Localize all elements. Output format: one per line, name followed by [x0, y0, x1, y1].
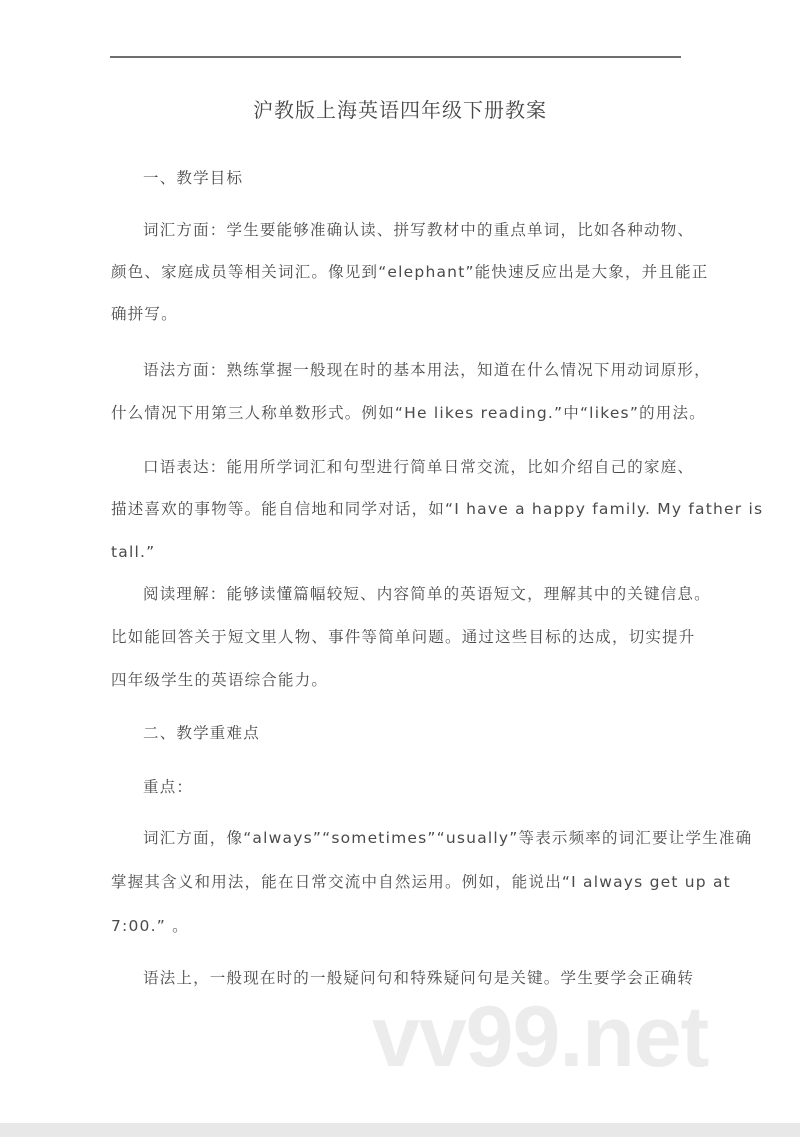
section-heading: 一、教学目标 — [143, 169, 244, 187]
paragraph-line: 什么情况下用第三人称单数形式。例如“He likes reading.”中“likes”的用法。 — [111, 404, 706, 422]
paragraph-line: 描述喜欢的事物等。能自信地和同学对话，如“I have a happy family. My father is — [111, 500, 764, 518]
paragraph-line: 词汇方面，像“always”“sometimes”“usually”等表示频率的词汇要让学生准确 — [143, 829, 753, 847]
section-heading: 二、教学重难点 — [143, 724, 260, 742]
paragraph-line: 阅读理解：能够读懂篇幅较短、内容简单的英语短文，理解其中的关键信息。 — [143, 585, 711, 603]
paragraph-line: 比如能回答关于短文里人物、事件等简单问题。通过这些目标的达成，切实提升 — [111, 628, 696, 646]
paragraph-line: 掌握其含义和用法，能在日常交流中自然运用。例如，能说出“I always get up at — [111, 873, 731, 891]
paragraph-line: 确拼写。 — [111, 305, 178, 323]
paragraph-line: 7:00.” 。 — [111, 917, 189, 935]
paragraph-line: 语法上，一般现在时的一般疑问句和特殊疑问句是关键。学生要学会正确转 — [143, 969, 695, 987]
document-title: 沪教版上海英语四年级下册教案 — [253, 98, 547, 122]
paragraph-line: 词汇方面：学生要能够准确认读、拼写教材中的重点单词，比如各种动物、 — [143, 221, 695, 239]
paragraph-line: 语法方面：熟练掌握一般现在时的基本用法，知道在什么情况下用动词原形， — [143, 361, 711, 379]
watermark: vv99.net — [372, 989, 709, 1085]
header-rule — [110, 56, 681, 58]
paragraph-line: 四年级学生的英语综合能力。 — [111, 671, 329, 689]
paragraph-line: 口语表达：能用所学词汇和句型进行简单日常交流，比如介绍自己的家庭、 — [143, 458, 695, 476]
paragraph-line: 颜色、家庭成员等相关词汇。像见到“elephant”能快速反应出是大象，并且能正 — [111, 263, 709, 281]
subheading: 重点： — [143, 778, 194, 796]
paragraph-line: tall.” — [111, 543, 156, 561]
page-bottom-edge — [0, 1123, 800, 1137]
